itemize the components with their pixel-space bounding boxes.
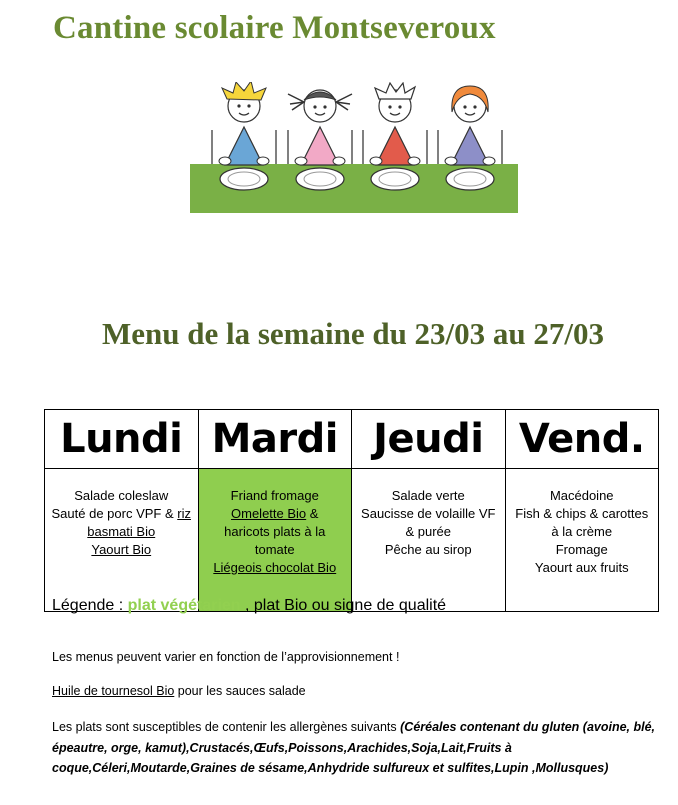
page-title: Cantine scolaire Montseveroux [53, 10, 496, 46]
menu-cell-jeudi [352, 469, 506, 612]
menu-item: & purée [405, 524, 452, 539]
menu-item: Saucisse de volaille VF [361, 506, 496, 521]
legend-label: Légende : [52, 597, 128, 614]
menu-item: tomate [254, 542, 295, 557]
oil-note-text: pour les sauces salade [174, 684, 306, 698]
day-header-mardi: Mardi [198, 410, 352, 469]
child-icon [288, 90, 352, 190]
menu-item: Fish & chips & carottes [515, 506, 649, 521]
menu-item: Pêche au sirop [384, 542, 472, 557]
menu-item: Sauté de porc VPF & riz [51, 506, 191, 521]
day-header-vendredi: Vend. [505, 410, 659, 469]
day-header-row [45, 410, 659, 469]
day-header-jeudi: Jeudi [352, 410, 506, 469]
menu-item: Yaourt aux fruits [534, 560, 629, 575]
menu-cell-mardi [198, 469, 352, 612]
oil-note [52, 684, 306, 698]
child-icon [438, 86, 502, 190]
menu-item: Omelette Bio & [231, 506, 319, 521]
children-at-table-illustration [190, 82, 518, 213]
supply-note: Les menus peuvent varier en fonction de l’approvisionnement ! [52, 650, 400, 664]
weekly-menu-table [44, 409, 659, 612]
menu-item: Salade coleslaw [74, 488, 169, 503]
menu-item: Macédoine [549, 488, 614, 503]
menu-cell-vendredi [505, 469, 659, 612]
week-subtitle: Menu de la semaine du 23/03 au 27/03 [101, 316, 605, 351]
menu-item: Salade verte [391, 488, 465, 503]
menu-item-bio: Liégeois chocolat Bio [213, 560, 337, 575]
menu-item: à la crème [551, 524, 613, 539]
legend-bio: plat Bio ou signe de qualité [253, 597, 447, 614]
allergens-intro: Les plats sont susceptibles de contenir les allergènes suivants [52, 720, 401, 734]
day-header-lundi: Lundi [45, 410, 199, 469]
legend-separator: , [240, 597, 254, 614]
menu-item: Fromage [555, 542, 608, 557]
menu-item-bio: Yaourt Bio [91, 542, 152, 557]
menu-cell-lundi [45, 469, 199, 612]
menu-item: Friand fromage [230, 488, 319, 503]
oil-note-bio: Huile de tournesol Bio [52, 684, 175, 698]
legend [52, 597, 446, 615]
allergens-list: (Céréales contenant du gluten (avoine, blé, épeautre, orge, kamut),Crustacés,Œufs,Poissons,Arachides,Soja,Lait,Fruits à coque,Céleri,Moutarde,Graines de sésame,Anhydride sulfureux et sulfites,Lupin ,Mollusques) [52, 720, 656, 775]
legend-vegetarian: plat végétarien [127, 597, 241, 614]
menu-item: haricots plats à la [224, 524, 326, 539]
allergens-note [52, 717, 662, 779]
menu-row [45, 469, 659, 612]
menu-item-bio: basmati Bio [87, 524, 156, 539]
